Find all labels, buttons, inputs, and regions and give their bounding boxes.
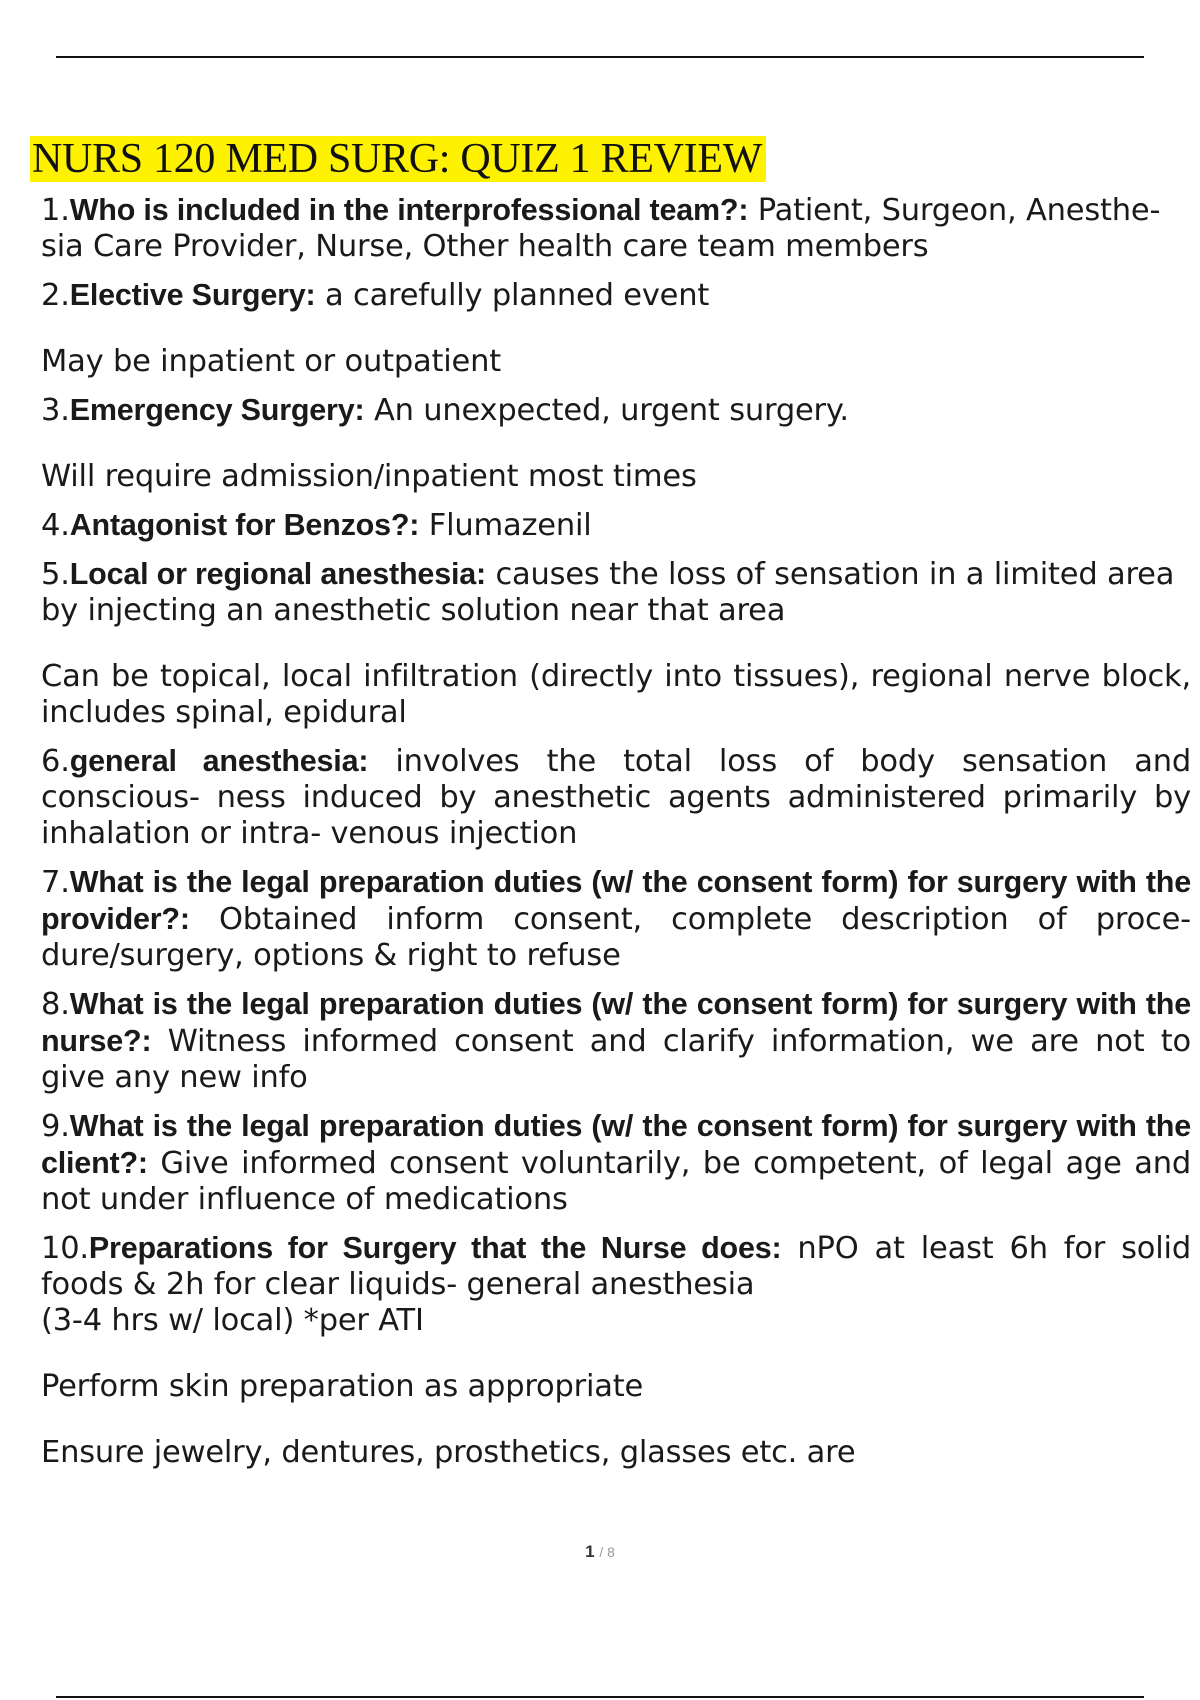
item-term: What is the legal preparation duties (w/ the consent form) for surgery with the provider?: bbox=[41, 865, 1191, 936]
item-definition: An unexpected, urgent surgery. bbox=[364, 393, 849, 428]
item-term: Emergency Surgery: bbox=[69, 393, 365, 427]
item-term: What is the legal preparation duties (w/ the consent form) for surgery with the client?: bbox=[41, 1109, 1191, 1180]
item-note: Will require admission/inpatient most times bbox=[41, 459, 697, 494]
item-term: What is the legal preparation duties (w/ the consent form) for surgery with the nurse?: bbox=[41, 987, 1191, 1058]
item-term: Elective Surgery: bbox=[69, 278, 316, 312]
list-item bbox=[41, 192, 1191, 265]
page-total: / 8 bbox=[599, 1544, 615, 1560]
top-rule bbox=[56, 56, 1144, 58]
item-definition: Give informed consent voluntarily, be competent, of legal age and not under influence of medications bbox=[41, 1146, 1191, 1217]
item-term: Antagonist for Benzos?: bbox=[69, 508, 420, 542]
item-number: 5. bbox=[41, 557, 70, 592]
item-definition: involves the total loss of body sensation and conscious- ness induced by anesthetic agents administered primarily by inhalation or intra- venous injection bbox=[41, 744, 1191, 851]
item-definition: Patient, Surgeon, Anesthe- sia Care Provider, Nurse, Other health care team members bbox=[41, 193, 1161, 264]
item-number: 9. bbox=[41, 1109, 70, 1144]
item-note: Can be topical, local infiltration (directly into tissues), regional nerve block, includes spinal, epidural bbox=[41, 659, 1191, 730]
item-definition-line: (3-4 hrs w/ local) *per ATI bbox=[41, 1303, 424, 1338]
list-item bbox=[41, 1230, 1191, 1471]
item-number: 10. bbox=[41, 1231, 89, 1266]
item-number: 3. bbox=[41, 393, 70, 428]
item-number: 1. bbox=[41, 193, 70, 228]
list-item bbox=[41, 507, 1191, 544]
item-number: 2. bbox=[41, 278, 70, 313]
item-number: 7. bbox=[41, 865, 70, 900]
page-indicator bbox=[0, 1542, 1200, 1562]
item-term: Who is included in the interprofessional team?: bbox=[69, 193, 749, 227]
list-item bbox=[41, 392, 1191, 495]
item-definition: Obtained inform consent, complete description of proce- dure/surgery, options & right to refuse bbox=[41, 902, 1191, 973]
item-note: Ensure jewelry, dentures, prosthetics, glasses etc. are bbox=[41, 1435, 856, 1470]
item-definition: causes the loss of sensation in a limited area by injecting an anesthetic solution near that area bbox=[41, 557, 1175, 628]
list-item bbox=[41, 1108, 1191, 1218]
bottom-rule bbox=[56, 1696, 1144, 1698]
item-term: general anesthesia: bbox=[69, 744, 369, 778]
list-item bbox=[41, 986, 1191, 1096]
page-title: NURS 120 MED SURG: QUIZ 1 REVIEW bbox=[30, 136, 766, 182]
item-note: Perform skin preparation as appropriate bbox=[41, 1369, 644, 1404]
qa-list bbox=[41, 192, 1191, 1483]
item-note: May be inpatient or outpatient bbox=[41, 344, 501, 379]
list-item bbox=[41, 743, 1191, 852]
list-item bbox=[41, 277, 1191, 380]
title-block bbox=[30, 132, 766, 186]
item-number: 4. bbox=[41, 508, 70, 543]
list-item bbox=[41, 556, 1191, 731]
item-term: Local or regional anesthesia: bbox=[69, 557, 486, 591]
list-item bbox=[41, 864, 1191, 974]
page-current: 1 bbox=[585, 1542, 595, 1561]
item-definition: nPO at least 6h for solid foods & 2h for clear liquids- general anesthesia bbox=[41, 1231, 1191, 1302]
item-term: Preparations for Surgery that the Nurse does: bbox=[88, 1231, 782, 1265]
item-number: 8. bbox=[41, 987, 70, 1022]
item-definition: Witness informed consent and clarify information, we are not to give any new info bbox=[41, 1024, 1191, 1095]
item-number: 6. bbox=[41, 744, 70, 779]
item-definition: a carefully planned event bbox=[315, 278, 710, 313]
item-definition: Flumazenil bbox=[419, 508, 592, 543]
